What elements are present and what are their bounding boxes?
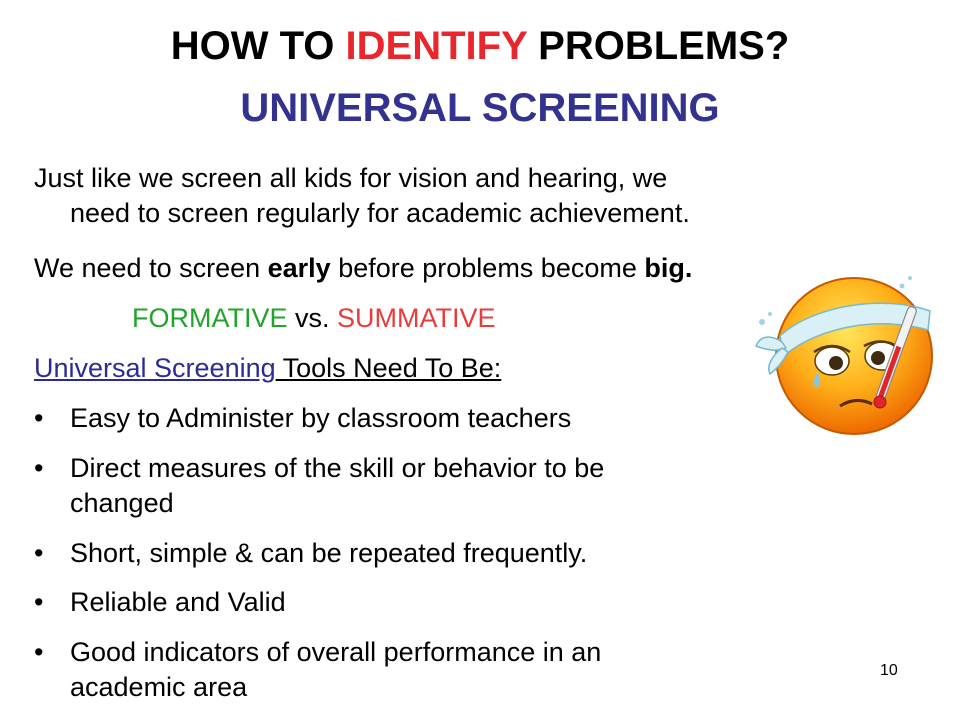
sick-face-emoji-icon — [752, 256, 952, 446]
para2 — [34, 252, 692, 284]
bullet-marker: • — [34, 403, 44, 433]
list-item — [34, 636, 602, 702]
para2-pre: We need to screen — [34, 253, 268, 283]
bullet-marker: • — [34, 637, 44, 667]
bullet-text: Short, simple & can be repeated frequently. — [70, 538, 588, 568]
title-highlight: IDENTIFY — [345, 24, 528, 68]
formative-label: FORMATIVE — [132, 303, 288, 333]
list-item — [34, 586, 286, 618]
para2-early: early — [267, 253, 331, 283]
bullet-text-cont: academic area — [70, 672, 248, 702]
tools-heading-rest: Tools Need To Be: — [275, 353, 502, 383]
para2-mid: before problems become — [330, 253, 645, 283]
list-item — [34, 402, 572, 434]
summative-label: SUMMATIVE — [337, 303, 496, 333]
vs-label: vs. — [287, 303, 338, 333]
tools-heading — [34, 352, 501, 384]
slide-subtitle: UNIVERSAL SCREENING — [240, 86, 720, 130]
bullet-text: Good indicators of overall performance in an — [70, 637, 602, 667]
bullet-marker: • — [34, 453, 44, 483]
formative-vs-summative — [132, 302, 496, 334]
list-item — [34, 452, 605, 518]
para2-big: big. — [644, 253, 693, 283]
title-part1: HOW TO — [170, 24, 346, 68]
bullet-text: Direct measures of the skill or behavior to be — [70, 453, 605, 483]
page-number: 10 — [880, 662, 898, 679]
bullet-marker: • — [34, 538, 44, 568]
title-part2: PROBLEMS? — [527, 24, 790, 68]
list-item — [34, 537, 588, 569]
bullet-marker: • — [34, 587, 44, 617]
bullet-text-cont: changed — [70, 488, 174, 518]
bullet-text: Reliable and Valid — [70, 587, 286, 617]
universal-screening-link[interactable]: Universal Screening — [34, 353, 276, 383]
para1-line1: Just like we screen all kids for vision and hearing, we — [34, 163, 668, 193]
para1-line2: need to screen regularly for academic achievement. — [70, 198, 690, 228]
bullet-text: Easy to Administer by classroom teachers — [70, 403, 572, 433]
slide-title — [0, 22, 960, 70]
